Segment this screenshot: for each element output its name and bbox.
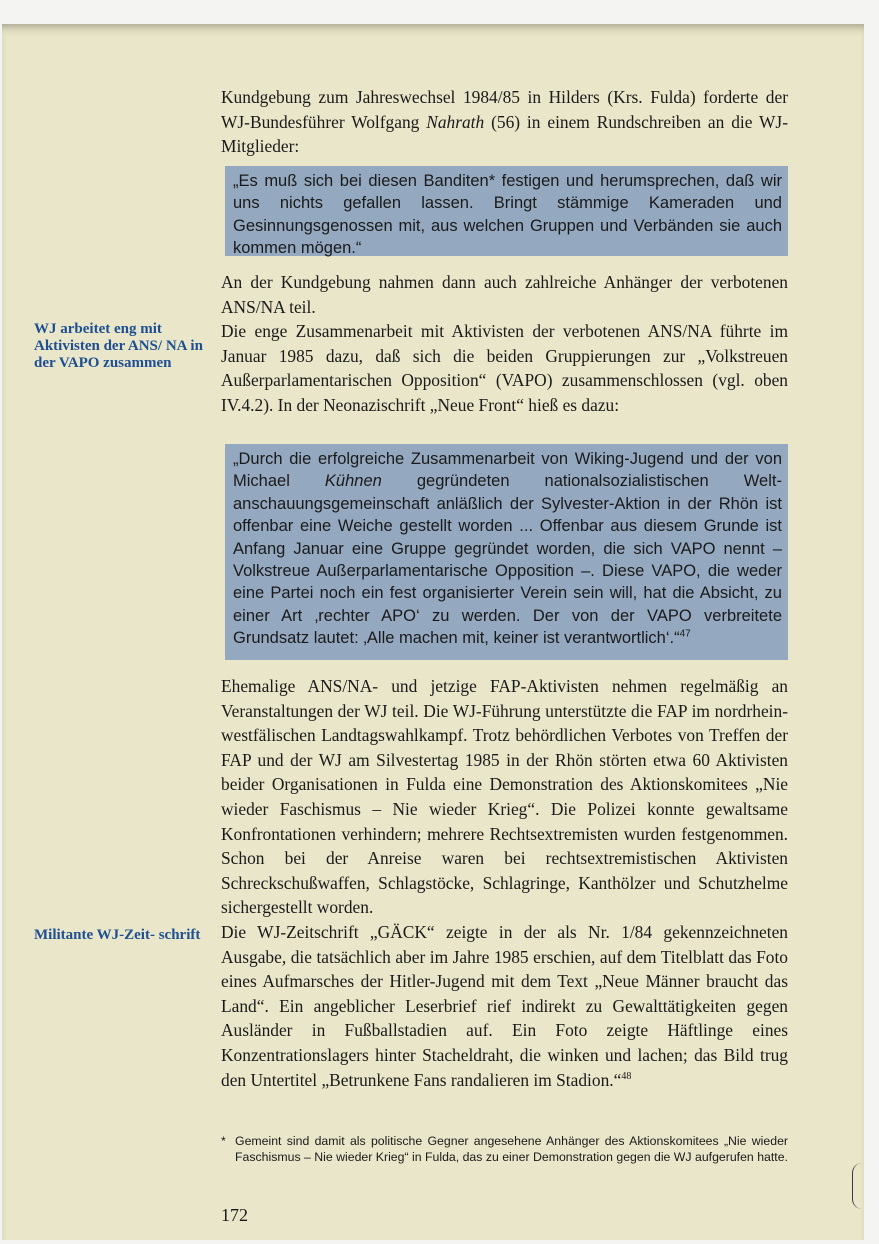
paragraph-intro bbox=[221, 85, 788, 159]
quote-text: „Durch die erfolgreiche Zusammenarbeit von Wiking-Jugend und der von Michael bbox=[233, 450, 782, 491]
quote-box-banditen bbox=[225, 166, 788, 256]
quote-text: „Es muß sich bei diesen Banditen* festigen und herumsprechen, daß wir uns nichts gefallen lassen. Bringt stämmige Kameraden und Gesinnungsgenossen mit, aus welchen Gruppen und Verbänden sie auch kommen mögen.“ bbox=[233, 172, 782, 258]
footnote-ref-47: 47 bbox=[679, 628, 691, 640]
paragraph-zusammenarbeit bbox=[221, 319, 788, 417]
paragraph-text: An der Kundgebung nahmen dann auch zahlreiche Anhänger der verbotenen ANS/NA teil. bbox=[221, 272, 788, 317]
paragraph-kundgebung bbox=[221, 270, 788, 319]
footnote bbox=[221, 1134, 788, 1165]
name-kuehnen: Kühnen bbox=[324, 472, 382, 491]
paragraph-gaeck bbox=[221, 920, 788, 1092]
sidenote-zeitschrift: Militante WJ-Zeit- schrift bbox=[34, 927, 201, 943]
paragraph-text: Die enge Zusammenarbeit mit Aktivisten der verbotenen ANS/NA führte im Januar 1985 dazu, daß sich die beiden Gruppierungen zur „Volkstreuen Außerparlamentarischen Opposition“ (VAPO) zusammenschlossen (vgl. oben IV.4.2). In der Neonazischrift „Neue Front“ hieß es dazu: bbox=[221, 321, 788, 415]
quote-text: gegründeten nationalsozialistischen Weltanschauungsgemeinschaft anläßlich der Sylvester-Aktion in der Rhön ist offenbar eine Weiche gestellt worden ... Offenbar aus diesem Grunde ist Anfang Januar eine Gruppe gegründet worden, die sich VAPO nennt – Volkstreue Außerparlamentarische Opposition –. Diese VAPO, die weder eine Partei noch ein fest organisierter Verein sein will, hat die Absicht, zu einer Art ‚rechter APO‘ zu werden. Der von der VAPO verbreitete Grundsatz lautet: ‚Alle machen mit, keiner ist verantwortlich‘.“ bbox=[233, 472, 782, 648]
paragraph-fap bbox=[221, 674, 788, 920]
footnote-ref-48: 48 bbox=[621, 1070, 632, 1082]
paragraph-text: Ehemalige ANS/NA- und jetzige FAP-Aktivisten nehmen regelmäßig an Veranstaltungen der WJ teil. Die WJ-Führung unterstützte die FAP im nordrhein-westfälischen Landtagswahlkampf. Trotz behördlichen Verbotes von Treffen der FAP und der WJ am Silvestertag 1985 in der Rhön störten etwa 60 Aktivisten beider Organisationen in Fulda eine Demonstration des Aktionskomitees „Nie wieder Faschismus – Nie wieder Krieg“. Die Polizei konnte gewaltsame Konfrontationen verhindern; mehrere Rechtsextremisten wurden festgenommen. Schon bei der Anreise waren bei rechtsextremistischen Aktivisten Schreckschußwaffen, Schlagstöcke, Schlagringe, Kanthölzer und Schutzhelme sichergestellt worden. bbox=[221, 676, 788, 918]
footnote-mark: * bbox=[221, 1134, 226, 1148]
margin-bracket-mark bbox=[852, 1163, 867, 1209]
text-span: Kundgebung zum Jahreswechsel 1984/85 in Hilders (Krs. Fulda) forderte der WJ-Bundesführer Wolfgang bbox=[221, 87, 788, 132]
paragraph-text: Die WJ-Zeitschrift „GÄCK“ zeigte in der als Nr. 1/84 gekennzeichneten Ausgabe, die tatsächlich aber im Jahre 1985 erschien, auf dem Titelblatt das Foto eines Aufmarsches der Hitler-Jugend mit dem Text „Neue Männer braucht das Land“. Ein angeblicher Leserbrief rief indirekt zu Gewalttätigkeiten gegen Ausländer in Fußballstadien auf. Ein Foto zeigte Häftlinge eines Konzentrationslagers hinter Stacheldraht, die winken und lachen; das Bild trug den Untertitel „Betrunkene Fans randalieren im Stadion.“ bbox=[221, 922, 788, 1090]
footnote-text: Gemeint sind damit als politische Gegner angesehene Anhänger des Aktionskomitees „Nie wieder Faschismus – Nie wieder Krieg“ in Fulda, das zu einer Demonstration gegen die WJ aufgerufen hatte. bbox=[235, 1134, 788, 1164]
page-number: 172 bbox=[221, 1205, 248, 1225]
name-nahrath: Nahrath bbox=[426, 111, 485, 132]
text-span: (56) in einem Rundschreiben an die WJ-Mitglieder: bbox=[221, 111, 788, 157]
sidenote-vapo: WJ arbeitet eng mit Aktivisten der ANS/ NA in der VAPO zusammen bbox=[34, 321, 203, 371]
book-page bbox=[2, 24, 864, 1240]
quote-box-neue-front bbox=[225, 444, 788, 660]
